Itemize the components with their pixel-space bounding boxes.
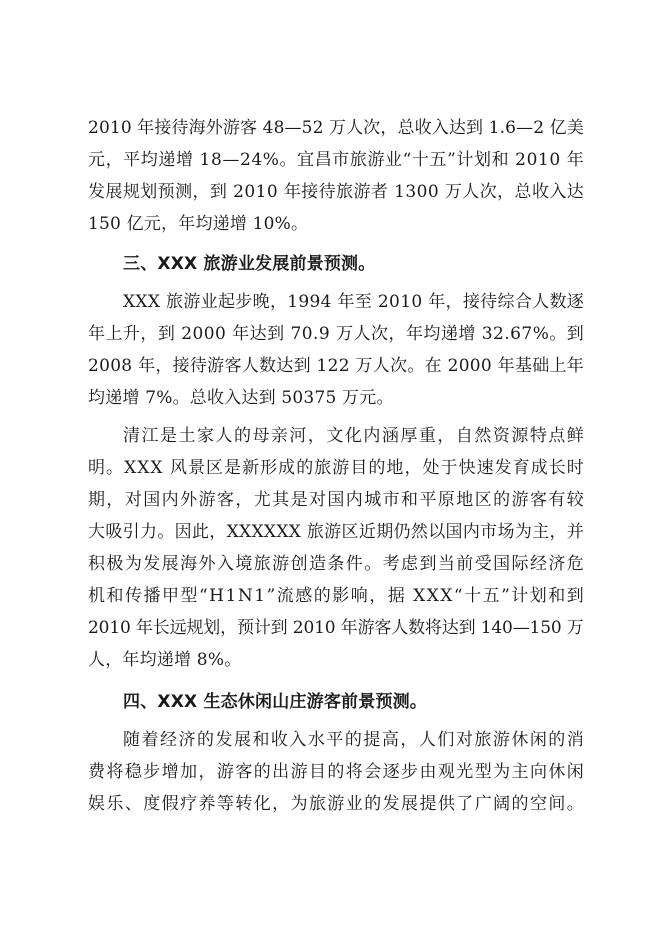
- text-line: 发展规划预测，到 2010 年接待旅游者 1300 万人次，总收入达: [88, 182, 585, 202]
- text-line: 大吸引力。因此，XXXXXX 旅游区近期仍然以国内市场为主，并: [88, 522, 585, 542]
- text-line: 均递增 7%。总收入达到 50375 万元。: [88, 388, 394, 408]
- text-line: 娱乐、度假疗养等转化，为旅游业的发展提供了广阔的空间。: [88, 794, 586, 814]
- text-line: 期，对国内外游客，尤其是对国内城市和平原地区的游客有较: [88, 490, 586, 510]
- text-line: 2010 年长远规划，预计到 2010 年游客人数将达到 140—150 万: [88, 618, 584, 638]
- text-line: 费将稳步增加，游客的出游目的将会逐步由观光型为主向休闲: [88, 762, 586, 782]
- text-line: XXX 旅游业起步晚，1994 年至 2010 年，接待综合人数逐: [123, 292, 585, 312]
- section-heading-3: 三、XXX 旅游业发展前景预测。: [123, 254, 376, 274]
- text-line: 清江是土家人的母亲河，文化内涵厚重，自然资源特点鲜: [123, 426, 586, 446]
- text-line: 150 亿元，年均递增 10%。: [88, 214, 309, 234]
- text-line: 明。XXX 风景区是新形成的旅游目的地，处于快速发育成长时: [88, 458, 585, 478]
- text-line: 2008 年，接待游客人数达到 122 万人次。在 2000 年基础上年: [88, 356, 585, 376]
- text-line: 元，平均递增 18—24%。宜昌市旅游业“十五”计划和 2010 年: [88, 150, 585, 170]
- text-line: 机和传播甲型“H1N1”流感的影响，据 XXX“十五”计划和到: [88, 586, 586, 606]
- text-line: 年上升，到 2000 年达到 70.9 万人次，年均递增 32.67%。到: [88, 324, 585, 344]
- text-line: 2010 年接待海外游客 48—52 万人次，总收入达到 1.6—2 亿美: [88, 118, 584, 138]
- text-line: 人，年均递增 8%。: [88, 650, 242, 670]
- text-line: 积极为发展海外入境旅游创造条件。考虑到当前受国际经济危: [88, 554, 586, 574]
- text-line: 随着经济的发展和收入水平的提高，人们对旅游休闲的消: [123, 730, 586, 750]
- section-heading-4: 四、XXX 生态休闲山庄游客前景预测。: [123, 692, 428, 712]
